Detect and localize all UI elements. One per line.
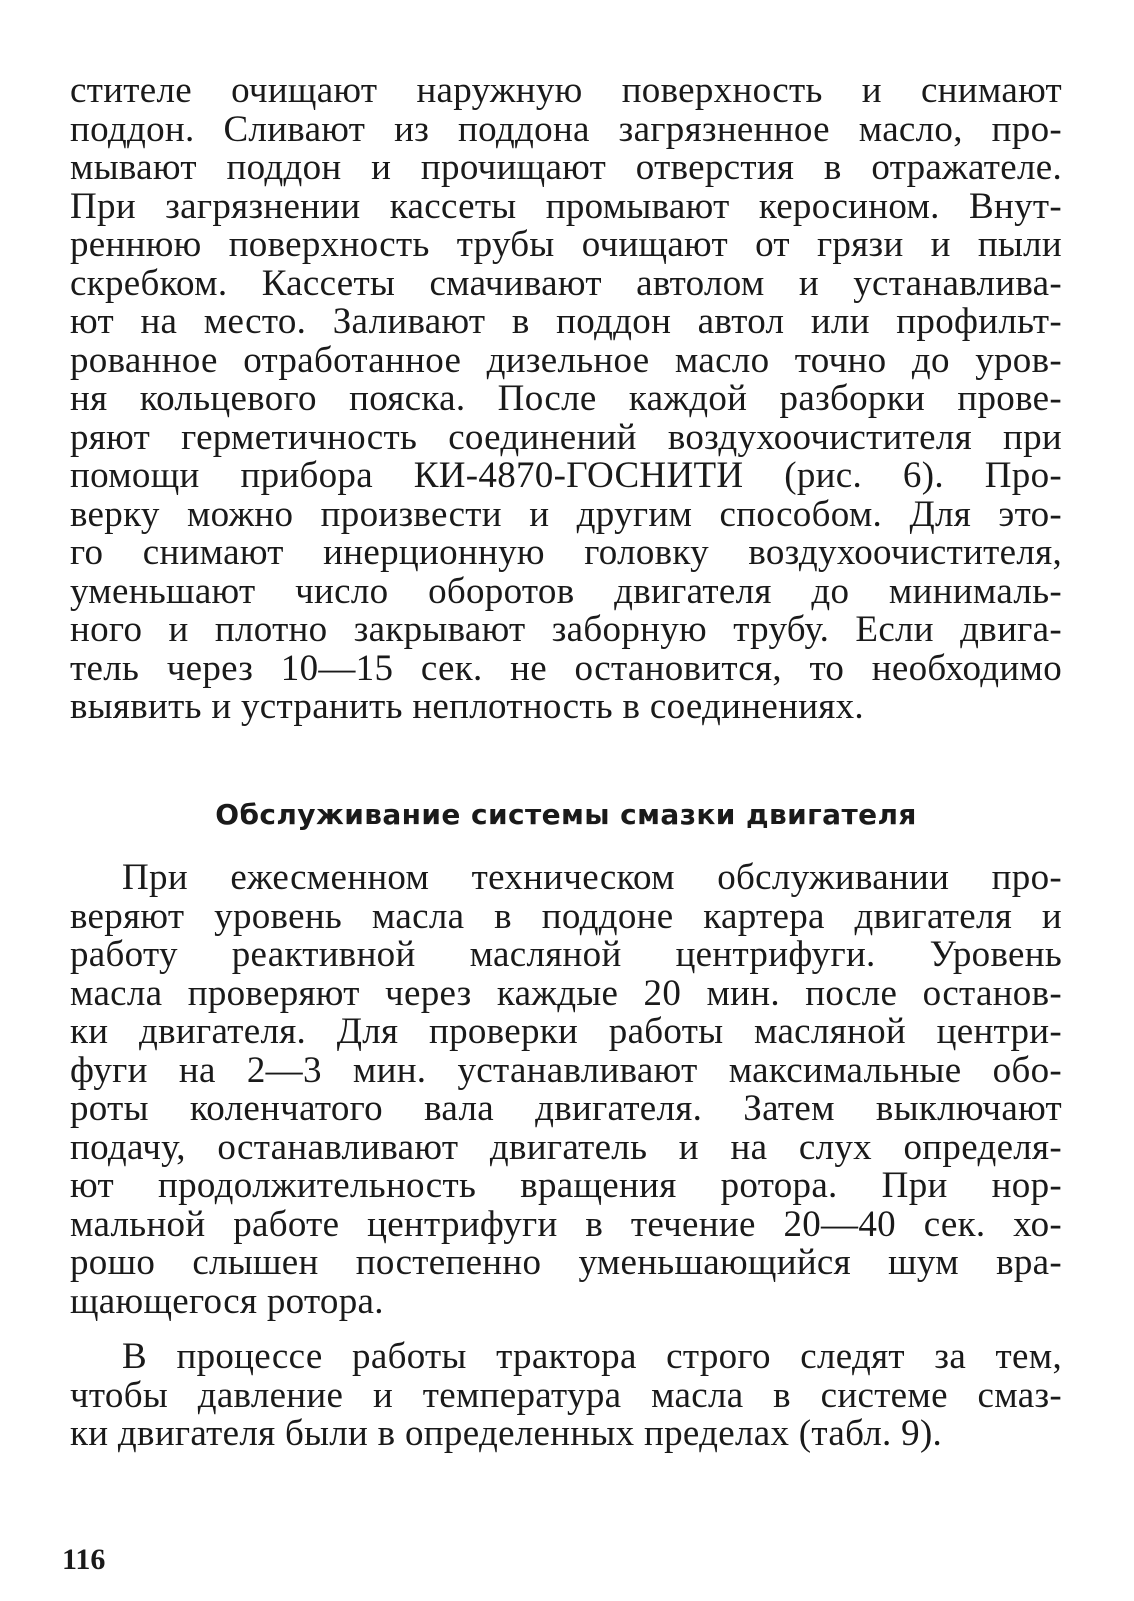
text-line: выявить и устранить неплотность в соединениях. bbox=[70, 686, 864, 727]
text-line: рованное отработанное дизельное масло точно до уров- bbox=[70, 339, 1062, 381]
text-line: веряют уровень масла в поддоне картера двигателя и bbox=[70, 895, 1062, 937]
text-line: ня кольцевого пояска. После каждой разборки прове- bbox=[70, 378, 1062, 419]
text-line: чтобы давление и температура масла в системе смаз- bbox=[70, 1374, 1062, 1416]
section-heading: Обслуживание системы смазки двигателя bbox=[215, 798, 917, 831]
text-line: роты коленчатого вала двигателя. Затем выключают bbox=[70, 1088, 1062, 1129]
text-line: ки двигателя. Для проверки работы масляной центри- bbox=[70, 1011, 1062, 1052]
text-line: фуги на 2—3 мин. устанавливают максимальные обо- bbox=[70, 1049, 1062, 1091]
paragraph-oil-pressure bbox=[70, 1338, 1062, 1454]
text-line: ного и плотно закрывают заборную трубу. Если двига- bbox=[70, 609, 1062, 650]
text-line: го снимают инерционную головку воздухоочистителя, bbox=[70, 532, 1062, 573]
text-line: уменьшают число оборотов двигателя до минималь- bbox=[70, 570, 1062, 612]
text-line: верку можно произвести и другим способом. Для это- bbox=[70, 493, 1062, 535]
text-line: рошо слышен постепенно уменьшающийся шум вра- bbox=[70, 1242, 1062, 1283]
paragraph-oil-system-check bbox=[70, 859, 1062, 1321]
text-line: мальной работе центрифуги в течение 20—40 сек. хо- bbox=[70, 1203, 1062, 1245]
text-line: масла проверяют через каждые 20 мин. после останов- bbox=[70, 972, 1062, 1014]
text-line: щающегося ротора. bbox=[70, 1280, 384, 1322]
text-line: реннюю поверхность трубы очищают от грязи и пыли bbox=[70, 224, 1062, 265]
text-line: ют на место. Заливают в поддон автол или профильт- bbox=[70, 301, 1062, 342]
paragraph-continued bbox=[70, 72, 1062, 727]
text-line: мывают поддон и прочищают отверстия в отражателе. bbox=[70, 147, 1062, 188]
text-line: работу реактивной масляной центрифуги. Уровень bbox=[70, 934, 1062, 975]
text-line: тель через 10—15 сек. не остановится, то необходимо bbox=[70, 647, 1062, 689]
text-line: При ежесменном техническом обслуживании про- bbox=[122, 857, 1062, 898]
text-line: ки двигателя были в определенных пределах (табл. 9). bbox=[70, 1413, 943, 1454]
text-line: В процессе работы трактора строго следят за тем, bbox=[122, 1336, 1062, 1377]
text-line: ряют герметичность соединений воздухоочистителя при bbox=[70, 416, 1062, 458]
text-line: стителе очищают наружную поверхность и снимают bbox=[70, 70, 1062, 111]
text-line: скребком. Кассеты смачивают автолом и устанавлива- bbox=[70, 262, 1062, 304]
text-line: ют продолжительность вращения ротора. При нор- bbox=[70, 1165, 1062, 1206]
page-number: 116 bbox=[62, 1543, 106, 1576]
text-line: помощи прибора КИ-4870-ГОСНИТИ (рис. 6). Про- bbox=[70, 455, 1062, 496]
text-line: При загрязнении кассеты промывают керосином. Внут- bbox=[70, 185, 1062, 227]
text-line: подачу, останавливают двигатель и на слух определя- bbox=[70, 1126, 1062, 1168]
text-line: поддон. Сливают из поддона загрязненное масло, про- bbox=[70, 108, 1062, 150]
